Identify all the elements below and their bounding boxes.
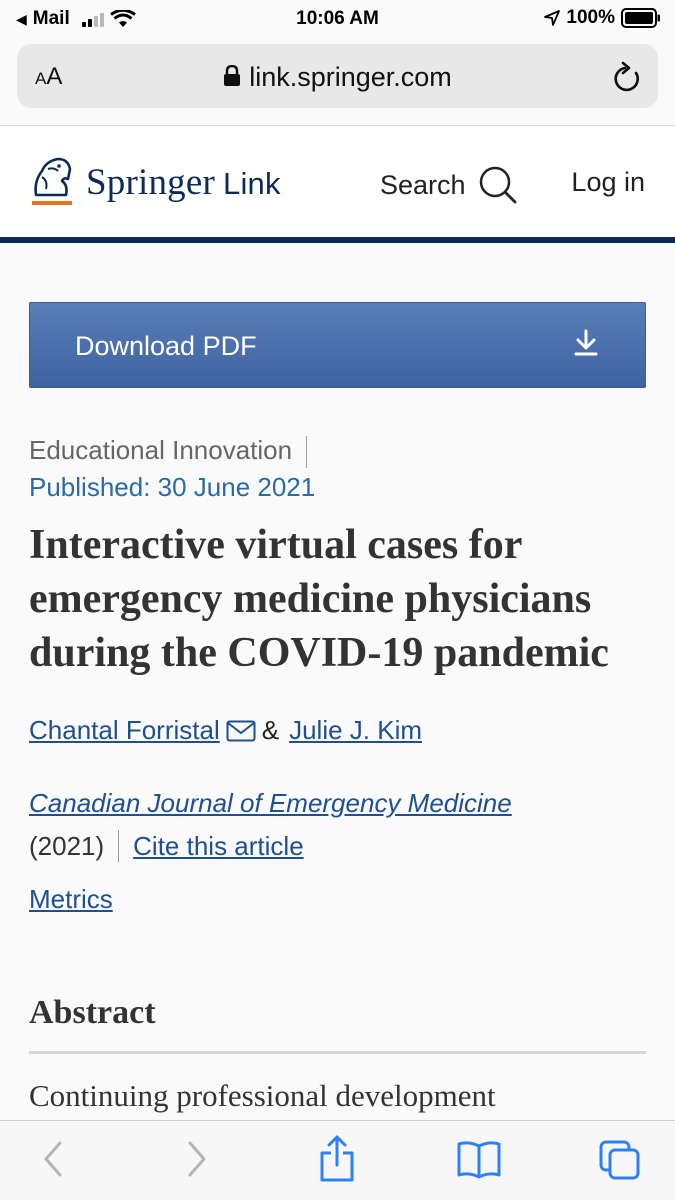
citation-line <box>29 830 304 862</box>
email-icon[interactable] <box>226 720 256 742</box>
tabs-icon[interactable] <box>598 1139 642 1181</box>
logo-text <box>86 161 281 204</box>
metrics-link[interactable]: Metrics <box>29 884 113 914</box>
abstract-divider <box>29 1051 646 1054</box>
download-icon <box>573 329 599 357</box>
header-divider <box>0 237 675 243</box>
share-icon[interactable] <box>318 1135 356 1183</box>
status-right <box>544 7 661 29</box>
abstract-text: Continuing professional development <box>29 1078 496 1113</box>
download-pdf-label: Download PDF <box>75 331 257 361</box>
article-title: Interactive virtual cases for emergency medicine physicians during the COVID-19 pandemic <box>29 522 609 676</box>
cite-article-link[interactable]: Cite this article <box>133 830 304 861</box>
lock-icon <box>223 65 241 87</box>
search-label: Search <box>380 169 466 200</box>
publication-year: (2021) <box>29 830 105 861</box>
springer-horse-icon <box>28 155 74 209</box>
status-time: 10:06 AM <box>296 8 379 29</box>
battery-icon <box>621 8 661 28</box>
meta-separator <box>118 830 119 862</box>
search-icon <box>478 165 518 205</box>
article-type <box>29 435 307 468</box>
url-text: link.springer.com <box>249 62 452 92</box>
forward-icon[interactable] <box>184 1139 210 1179</box>
browser-chrome <box>0 38 675 126</box>
location-arrow-icon <box>544 10 560 26</box>
address-bar[interactable] <box>17 44 658 108</box>
login-link[interactable]: Log in <box>571 167 645 197</box>
reload-icon[interactable] <box>612 61 642 93</box>
text-size-button[interactable]: AA <box>35 63 63 90</box>
author-list <box>29 715 422 746</box>
back-icon[interactable] <box>40 1139 66 1179</box>
author-separator: & <box>261 715 280 745</box>
back-to-app-icon[interactable]: ◀ <box>16 10 27 27</box>
article-type-label: Educational Innovation <box>29 435 293 465</box>
back-to-app-label[interactable]: Mail <box>32 8 70 29</box>
download-pdf-button[interactable] <box>29 302 646 388</box>
status-bar <box>0 0 675 38</box>
brand-name: Springer <box>86 161 216 203</box>
journal-link[interactable]: Canadian Journal of Emergency Medicine <box>29 788 512 818</box>
brand-suffix: Link <box>223 165 281 201</box>
published-date: Published: 30 June 2021 <box>29 472 316 502</box>
author-link[interactable]: Julie J. Kim <box>289 715 422 745</box>
bookmarks-icon[interactable] <box>456 1139 502 1179</box>
abstract-heading: Abstract <box>29 994 156 1031</box>
battery-percent: 100% <box>566 7 615 28</box>
browser-toolbar <box>0 1120 675 1200</box>
url-display[interactable] <box>17 62 658 93</box>
meta-separator <box>306 436 307 468</box>
author-link[interactable]: Chantal Forristal <box>29 715 220 745</box>
search-button[interactable] <box>380 165 518 205</box>
springer-link-logo[interactable] <box>28 155 281 209</box>
site-header <box>0 127 675 239</box>
